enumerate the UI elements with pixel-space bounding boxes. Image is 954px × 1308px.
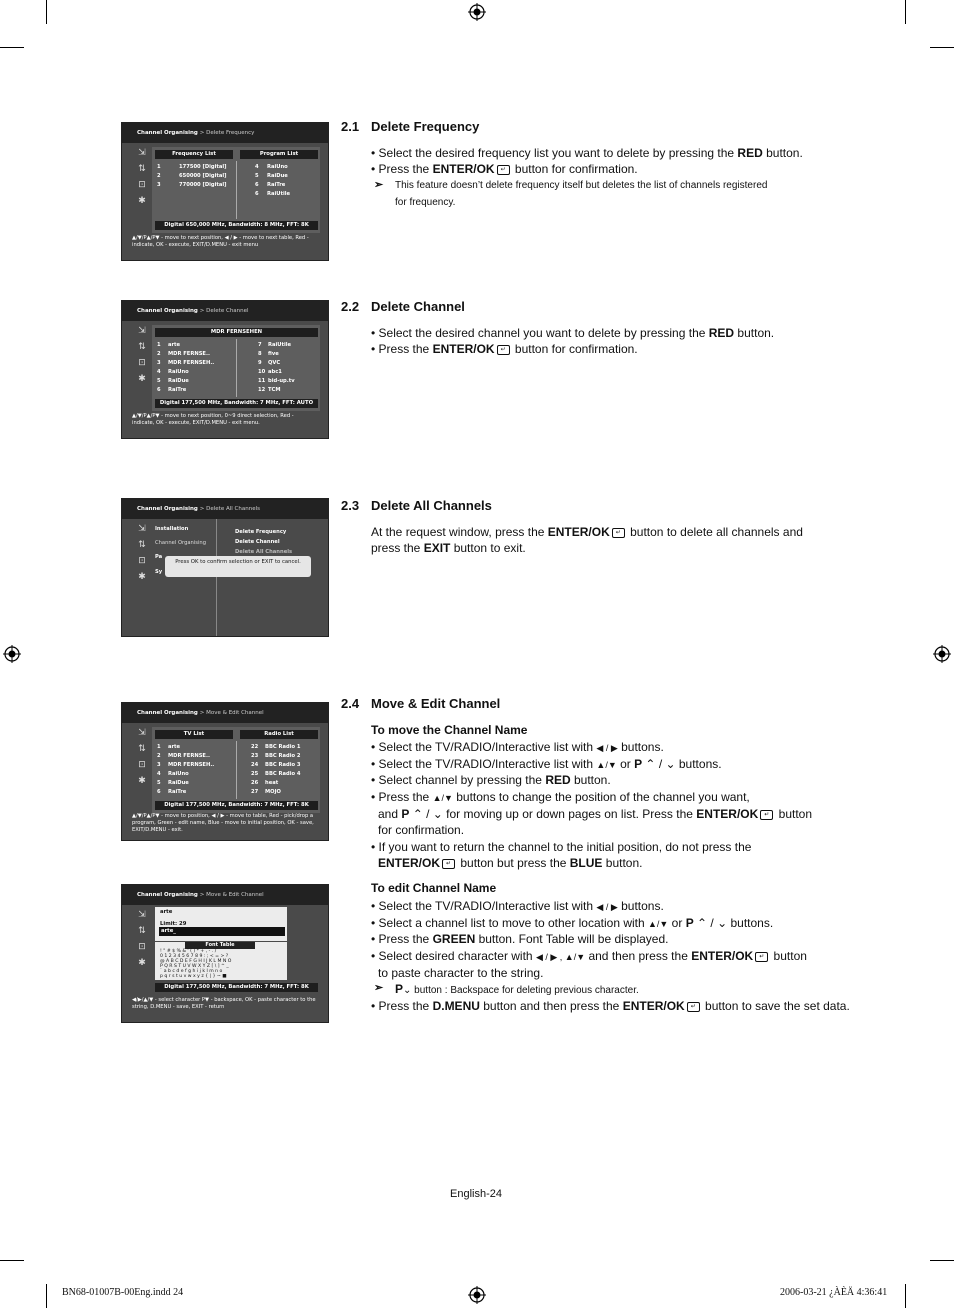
channel-row[interactable]: 6 RaiTre (255, 182, 286, 188)
enter-icon: ↵ (755, 952, 768, 962)
channel-row[interactable]: 8 five (258, 351, 279, 357)
instruction-line: At the request window, press the ENTER/OK ↵ button to delete all channels and (371, 525, 803, 539)
enter-icon: ↵ (497, 165, 510, 175)
channel-icon: ⇅ (138, 164, 146, 174)
column-header: Program List (240, 150, 318, 159)
instruction-line: ENTER/OK ↵ button but press the BLUE button. (378, 856, 643, 870)
channel-row[interactable]: 4 RaiUno (157, 369, 189, 375)
channel-row[interactable]: 5 RaiDue (255, 173, 288, 179)
column-header: Radio List (240, 730, 318, 739)
channel-row[interactable]: 27 MOJO (251, 789, 281, 795)
channel-row[interactable]: 9 QVC (258, 360, 281, 366)
channel-row[interactable]: 6 RaiTre (157, 789, 187, 795)
menu-icons (134, 521, 150, 585)
channel-row[interactable]: 11 bid-up.tv (258, 378, 295, 384)
antenna-icon: ⇲ (138, 910, 146, 920)
screenshot-delete-channel (121, 300, 329, 439)
lock-icon: ⊡ (138, 358, 146, 368)
crop-mark (0, 1260, 24, 1261)
instruction-line: for confirmation. (378, 823, 465, 837)
status-bar: Digital 177,500 MHz, Bandwidth: 7 MHz, FFT: AUTO (155, 399, 318, 408)
lock-icon: ⊡ (138, 760, 146, 770)
note-text: for frequency. (395, 197, 456, 208)
channel-row[interactable]: 3 MDR FERNSEH.. (157, 360, 215, 366)
instruction-line: • Select the desired channel you want to delete by pressing the RED button. (371, 326, 775, 340)
section-heading-2-1: 2.1 Delete Frequency (341, 119, 480, 134)
instruction-line: • Press the D.MENU button and then press the ENTER/OK ↵ button to save the set data. (371, 999, 850, 1013)
section-heading-2-3: 2.3 Delete All Channels (341, 498, 492, 513)
subheading-edit: To edit Channel Name (371, 881, 497, 895)
screen-header: Channel Organising > Delete Frequency (137, 130, 255, 136)
edit-dialog (155, 907, 287, 941)
enter-icon: ↵ (760, 810, 773, 820)
menu-icons (134, 323, 150, 387)
screenshot-edit-name (121, 884, 329, 1023)
crop-mark (46, 0, 47, 24)
channel-name: arte (160, 909, 173, 915)
limit-label: Limit: 29 (160, 921, 187, 927)
file-slug: BN68-01007B-00Eng.indd 24 (62, 1287, 184, 1298)
note-arrow-icon: ➢ (374, 982, 384, 994)
instruction-line: • Select desired character with ◀ / ▶ , ▲/▼ and then press the ENTER/OK ↵ button (371, 949, 807, 963)
settings-icon: ✱ (138, 196, 146, 206)
settings-icon: ✱ (138, 958, 146, 968)
channel-icon: ⇅ (138, 926, 146, 936)
menu-icons (134, 145, 150, 209)
instruction-line: • Press the GREEN button. Font Table will be displayed. (371, 932, 669, 946)
channel-row[interactable]: 26 heat (251, 780, 279, 786)
lock-icon: ⊡ (138, 556, 146, 566)
note-text: This feature doesn’t delete frequency itself but deletes the list of channels registered (395, 180, 768, 191)
lock-icon: ⊡ (138, 942, 146, 952)
channel-icon: ⇅ (138, 540, 146, 550)
channel-row[interactable]: 2 MDR FERNSE.. (157, 351, 210, 357)
crop-mark (0, 47, 24, 48)
screenshot-move-edit-channel (121, 702, 329, 841)
channel-row[interactable]: 2 650000 [Digital] (157, 173, 227, 179)
font-table (155, 942, 287, 980)
settings-icon: ✱ (138, 776, 146, 786)
menu-item: Installation (155, 526, 189, 532)
channel-row[interactable]: 10 abc1 (258, 369, 282, 375)
instruction-line: • Press the ENTER/OK ↵ button for confirmation. (371, 162, 638, 176)
settings-icon: ✱ (138, 374, 146, 384)
instruction-line: • Select the TV/RADIO/Interactive list with ◀ / ▶ buttons. (371, 740, 664, 754)
instruction-line: • Select the TV/RADIO/Interactive list with ◀ / ▶ buttons. (371, 899, 664, 913)
channel-row[interactable]: 3 770000 [Digital] (157, 182, 227, 188)
instruction-line: • Select the TV/RADIO/Interactive list with ▲/▼ or P ⌃ / ⌄ buttons. (371, 757, 722, 771)
menu-icons (134, 725, 150, 789)
channel-row[interactable]: 4 RaiUno (157, 771, 189, 777)
font-table-row[interactable]: @ A B C D E F G H I J K L M N O (160, 959, 232, 964)
channel-icon: ⇅ (138, 744, 146, 754)
instruction-line: • Select a channel list to move to other location with ▲/▼ or P ⌃ / ⌄ buttons. (371, 916, 774, 930)
channel-icon: ⇅ (138, 342, 146, 352)
confirm-popup: Press OK to confirm selection or EXIT to cancel. (165, 556, 311, 577)
channel-row[interactable]: 5 RaiDue (157, 378, 189, 384)
antenna-icon: ⇲ (138, 728, 146, 738)
help-text: ◀/▶/▲/▼ - select character P▼ - backspace, OK - paste character to the string, D.MENU - save, EXIT - return (132, 997, 316, 1010)
channel-row[interactable]: 22 BBC Radio 1 (251, 744, 301, 750)
menu-item: Pa (155, 554, 163, 560)
instruction-line: press the EXIT button to exit. (371, 541, 526, 555)
instruction-line: • Select the desired frequency list you want to delete by pressing the RED button. (371, 146, 803, 160)
screen-header: Channel Organising > Move & Edit Channel (137, 710, 264, 716)
channel-row[interactable]: 6 RaiUtile (255, 191, 291, 197)
section-heading-2-4: 2.4 Move & Edit Channel (341, 696, 501, 711)
registration-mark-icon (468, 3, 486, 21)
font-table-title: Font Table (185, 942, 255, 949)
instruction-line: • Press the ENTER/OK ↵ button for confirmation. (371, 342, 638, 356)
enter-icon: ↵ (497, 345, 510, 355)
instruction-line: • If you want to return the channel to the initial position, do not press the (371, 840, 752, 854)
channel-row[interactable]: 25 BBC Radio 4 (251, 771, 301, 777)
date-slug: 2006-03-21 ¿ÀÈÄ 4:36:41 (780, 1287, 888, 1298)
column-header: Frequency List (155, 150, 233, 159)
section-heading-2-2: 2.2 Delete Channel (341, 299, 465, 314)
subheading-move: To move the Channel Name (371, 723, 528, 737)
crop-mark (930, 1260, 954, 1261)
submenu-item: Delete All Channels (235, 549, 293, 555)
font-table-row[interactable]: ` a b c d e f g h i j k l m n o (160, 969, 223, 974)
registration-mark-icon (933, 645, 951, 663)
screen-header: Channel Organising > Delete All Channels (137, 506, 260, 512)
registration-mark-icon (468, 1286, 486, 1304)
instruction-line: • Press the ▲/▼ buttons to change the position of the channel you want, (371, 790, 750, 804)
crop-mark (905, 1284, 906, 1308)
channel-row[interactable]: 1 arte (157, 342, 181, 348)
font-table-row[interactable]: p q r s t u v w x y z { | } ~ ■ (160, 974, 227, 979)
registration-mark-icon (3, 645, 21, 663)
status-bar: Digital 650,000 MHz, Bandwidth: 8 MHz, FFT: 8K (155, 221, 318, 230)
name-input[interactable]: arte_ (159, 927, 285, 936)
crop-mark (46, 1284, 47, 1308)
settings-icon: ✱ (138, 572, 146, 582)
crop-mark (905, 0, 906, 24)
status-bar: Digital 177,500 MHz, Bandwidth: 7 MHz, FFT: 8K (155, 801, 318, 810)
crop-mark (930, 47, 954, 48)
channel-row[interactable]: 7 RaiUtile (258, 342, 292, 348)
channel-row[interactable]: 23 BBC Radio 2 (251, 753, 301, 759)
status-bar: Digital 177,500 MHz, Bandwidth: 7 MHz, FFT: 8K (155, 983, 318, 992)
instruction-line: • Select channel by pressing the RED button. (371, 773, 611, 787)
menu-icons (134, 907, 150, 971)
antenna-icon: ⇲ (138, 326, 146, 336)
font-table-row[interactable]: 0 1 2 3 4 5 6 7 8 9 : ; < = > ? (160, 954, 229, 959)
channel-row[interactable]: 1 177500 [Digital] (157, 164, 227, 170)
note-text: P⌄ button : Backspace for deleting previous character. (395, 982, 639, 996)
antenna-icon: ⇲ (138, 524, 146, 534)
screen-header: Channel Organising > Delete Channel (137, 308, 249, 314)
channel-row[interactable]: 5 RaiDue (157, 780, 189, 786)
channel-row[interactable]: 12 TCM (258, 387, 281, 393)
antenna-icon: ⇲ (138, 148, 146, 158)
page-number: English-24 (450, 1188, 502, 1200)
channel-row[interactable]: 1 arte (157, 744, 181, 750)
lock-icon: ⊡ (138, 180, 146, 190)
channel-title-bar: MDR FERNSEHEN (155, 328, 318, 337)
channel-row[interactable]: 4 RaiUno (255, 164, 288, 170)
submenu-item: Delete Channel (235, 539, 280, 545)
channel-row[interactable]: 2 MDR FERNSE.. (157, 753, 210, 759)
menu-item: Channel Organising (155, 540, 206, 546)
channel-row[interactable]: 24 BBC Radio 3 (251, 762, 301, 768)
menu-item: Sy (155, 569, 163, 575)
help-text: ▲/▼/P▲/P▼ - move to next position, ◀ / ▶ - move to next table, Red - indicate, OK - execute, EXIT/D.MENU - exit menu (132, 235, 309, 248)
screen-header: Channel Organising > Move & Edit Channel (137, 892, 264, 898)
screenshot-delete-frequency (121, 122, 329, 261)
screenshot-delete-all-channels (121, 498, 329, 637)
font-table-row[interactable]: P Q R S T U V W X Y Z [ \ ] ^ _ (160, 964, 229, 969)
submenu-item: Delete Frequency (235, 529, 287, 535)
font-table-row[interactable]: ! " # $ % & ' ( ) * + , - . / (160, 949, 217, 954)
note-arrow-icon: ➢ (374, 179, 384, 191)
instruction-line: and P ⌃ / ⌄ for moving up or down pages on list. Press the ENTER/OK ↵ button (378, 807, 813, 821)
enter-icon: ↵ (442, 859, 455, 869)
enter-icon: ↵ (687, 1002, 700, 1012)
help-text: ▲/▼/P▲/P▼ - move to next position, 0~9 direct selection, Red - indicate, OK - execute, EXIT/D.MENU - exit menu. (132, 413, 294, 426)
help-text: ▲/▼/P▲/P▼ - move to position, ◀ / ▶ - move to table, Red - pick/drop a program, Green - edit name, Blue - move to initial position, OK - save, EXIT/D.MENU - exit. (132, 813, 314, 833)
instruction-line: to paste character to the string. (378, 966, 544, 980)
channel-row[interactable]: 6 RaiTre (157, 387, 187, 393)
enter-icon: ↵ (612, 528, 625, 538)
column-header: TV List (155, 730, 233, 739)
channel-row[interactable]: 3 MDR FERNSEH.. (157, 762, 215, 768)
